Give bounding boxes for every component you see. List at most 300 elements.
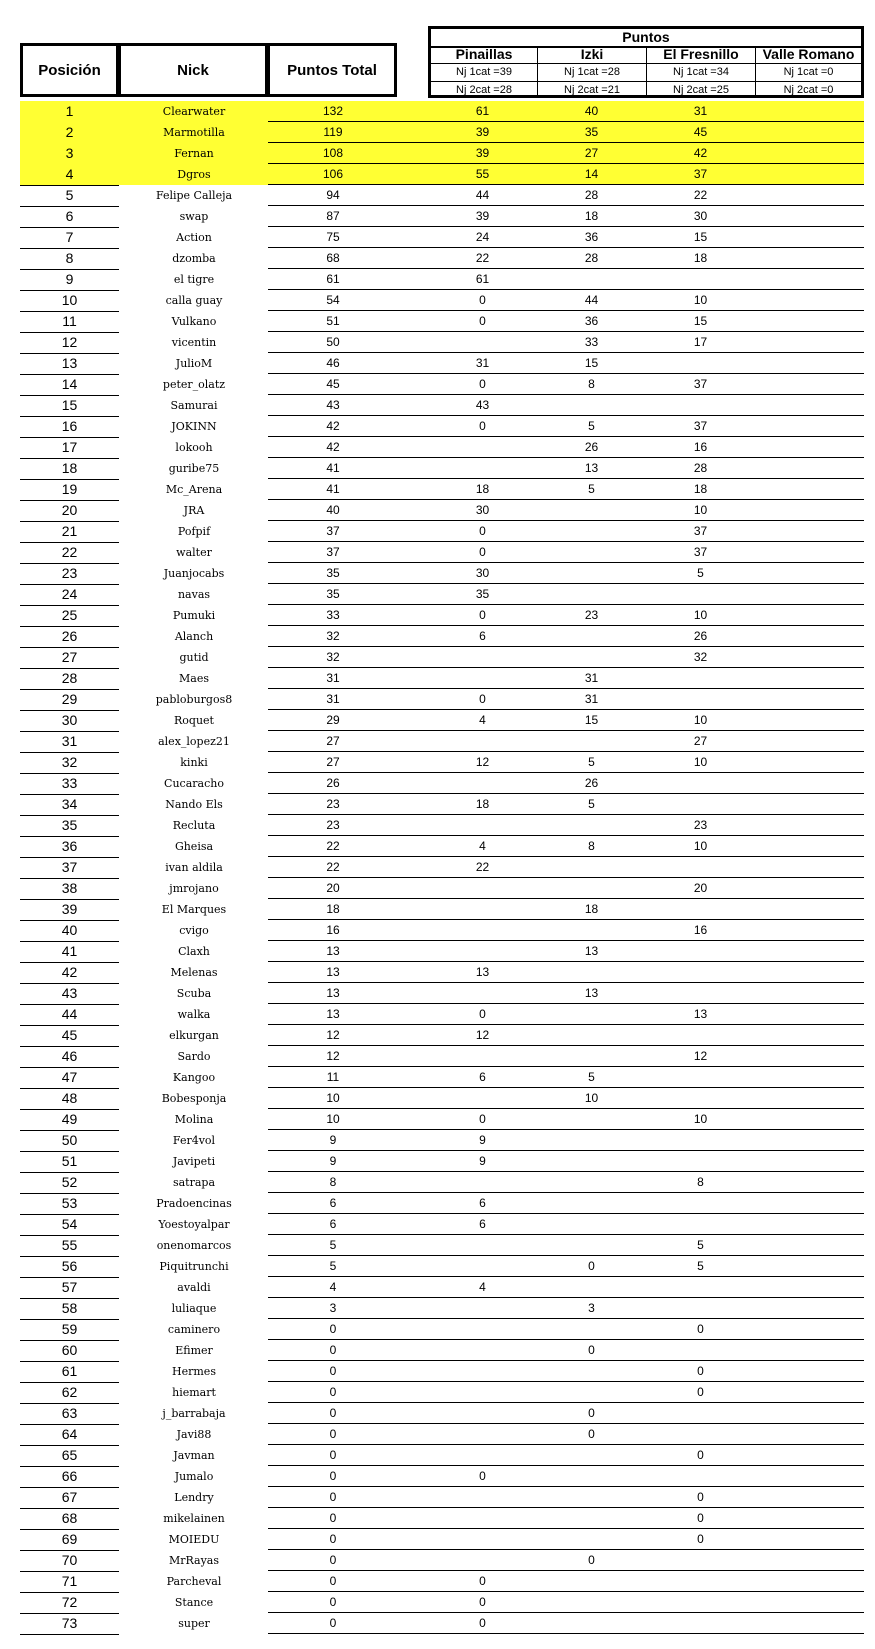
cell-valle-romano <box>755 1466 864 1487</box>
cell-izki: 0 <box>588 1343 595 1357</box>
cell-puntos-total: 0 <box>329 1322 337 1336</box>
table-row <box>20 1277 864 1298</box>
cell-izki <box>537 1109 646 1130</box>
cell-puntos-total: 16 <box>326 923 340 937</box>
cell-posicion: 56 <box>20 1256 119 1278</box>
cell-nick: Pofpif <box>177 525 211 538</box>
cell-izki: 36 <box>584 230 599 244</box>
cell-pinaillas <box>428 1088 537 1109</box>
cell-izki: 13 <box>584 986 599 1000</box>
cell-pinaillas: 0 <box>479 314 486 328</box>
cell-posicion: 57 <box>20 1277 119 1299</box>
cell-puntos-total: 13 <box>326 965 340 979</box>
cell-nick: Dgros <box>177 168 211 181</box>
cell-puntos-total: 51 <box>326 314 340 328</box>
cell-el-fresnillo: 37 <box>693 524 708 538</box>
cell-valle-romano <box>755 605 864 626</box>
cell-izki <box>537 731 646 752</box>
cell-pinaillas <box>428 899 537 920</box>
cell-nick: Lendry <box>174 1491 214 1504</box>
cell-valle-romano <box>755 563 864 584</box>
cell-izki: 15 <box>584 356 599 370</box>
cell-pinaillas <box>428 1172 537 1193</box>
cell-puntos-total: 6 <box>329 1196 337 1210</box>
cell-puntos-total: 4 <box>329 1280 337 1294</box>
table-row <box>20 626 864 647</box>
cell-puntos-total: 46 <box>326 356 340 370</box>
cell-valle-romano <box>755 185 864 206</box>
cell-izki <box>537 1025 646 1046</box>
cell-puntos-total: 0 <box>329 1511 337 1525</box>
cell-pinaillas <box>428 1235 537 1256</box>
cell-el-fresnillo <box>646 1214 755 1235</box>
venue-nj-1cat: Nj 1cat =0 <box>756 64 861 82</box>
cell-nick: satrapa <box>172 1176 216 1189</box>
cell-pinaillas: 18 <box>475 797 490 811</box>
table-row <box>20 920 864 941</box>
cell-valle-romano <box>755 920 864 941</box>
cell-izki <box>537 626 646 647</box>
cell-nick: ivan aldila <box>165 861 223 874</box>
cell-pinaillas <box>428 332 537 353</box>
cell-izki: 23 <box>584 608 599 622</box>
cell-nick: Stance <box>174 1596 214 1609</box>
cell-posicion: 70 <box>20 1550 119 1572</box>
table-row <box>20 458 864 479</box>
cell-valle-romano <box>755 227 864 248</box>
cell-posicion: 6 <box>20 206 119 228</box>
cell-nick: Javman <box>173 1449 215 1462</box>
cell-posicion: 46 <box>20 1046 119 1068</box>
cell-el-fresnillo <box>646 1151 755 1172</box>
table-row <box>20 1529 864 1550</box>
cell-valle-romano <box>755 122 864 143</box>
cell-posicion: 62 <box>20 1382 119 1404</box>
cell-puntos-total: 61 <box>326 272 340 286</box>
cell-el-fresnillo: 0 <box>697 1511 704 1525</box>
cell-valle-romano <box>755 521 864 542</box>
cell-puntos-total: 94 <box>326 188 340 202</box>
cell-puntos-total: 10 <box>326 1091 340 1105</box>
cell-puntos-total: 75 <box>326 230 340 244</box>
cell-posicion: 27 <box>20 647 119 669</box>
table-row <box>20 605 864 626</box>
table-row <box>20 1235 864 1256</box>
cell-posicion: 60 <box>20 1340 119 1362</box>
cell-el-fresnillo: 45 <box>693 125 708 139</box>
cell-valle-romano <box>755 983 864 1004</box>
table-row <box>20 668 864 689</box>
cell-el-fresnillo: 5 <box>697 1259 704 1273</box>
table-row <box>20 1487 864 1508</box>
cell-nick: Pradoencinas <box>156 1197 232 1210</box>
cell-izki: 5 <box>588 482 595 496</box>
cell-pinaillas: 39 <box>475 146 490 160</box>
cell-el-fresnillo: 27 <box>693 734 708 748</box>
cell-izki: 18 <box>584 209 599 223</box>
cell-el-fresnillo: 42 <box>693 146 708 160</box>
cell-puntos-total: 31 <box>326 671 340 685</box>
cell-puntos-total: 35 <box>326 566 340 580</box>
table-row <box>20 227 864 248</box>
cell-izki: 13 <box>584 461 599 475</box>
cell-puntos-total: 0 <box>329 1448 337 1462</box>
cell-nick: calla guay <box>165 294 223 307</box>
cell-valle-romano <box>755 332 864 353</box>
cell-puntos-total: 0 <box>329 1364 337 1378</box>
cell-valle-romano <box>755 899 864 920</box>
table-row <box>20 143 864 164</box>
cell-el-fresnillo <box>646 1088 755 1109</box>
cell-el-fresnillo <box>646 1571 755 1592</box>
cell-posicion: 58 <box>20 1298 119 1320</box>
cell-puntos-total: 18 <box>326 902 340 916</box>
cell-izki <box>537 1487 646 1508</box>
cell-pinaillas <box>428 647 537 668</box>
table-row <box>20 1256 864 1277</box>
cell-puntos-total: 6 <box>329 1217 337 1231</box>
header-puntos-total <box>267 43 397 97</box>
table-row <box>20 1298 864 1319</box>
cell-el-fresnillo <box>646 983 755 1004</box>
cell-izki <box>537 521 646 542</box>
cell-valle-romano <box>755 1046 864 1067</box>
cell-izki: 8 <box>588 839 595 853</box>
cell-nick: pabloburgos8 <box>155 693 233 706</box>
cell-valle-romano <box>755 416 864 437</box>
table-row <box>20 878 864 899</box>
cell-nick: Roquet <box>174 714 214 727</box>
cell-el-fresnillo <box>646 1613 755 1634</box>
cell-puntos-total: 23 <box>326 797 340 811</box>
cell-valle-romano <box>755 1130 864 1151</box>
cell-valle-romano <box>755 731 864 752</box>
table-row <box>20 1319 864 1340</box>
cell-nick: walter <box>176 546 212 559</box>
cell-valle-romano <box>755 584 864 605</box>
cell-izki: 14 <box>584 167 599 181</box>
cell-el-fresnillo: 10 <box>693 608 708 622</box>
cell-izki <box>537 584 646 605</box>
header-nick-label: Nick <box>177 61 209 79</box>
cell-posicion: 14 <box>20 374 119 396</box>
cell-puntos-total: 12 <box>326 1049 340 1063</box>
cell-puntos-total: 13 <box>326 944 340 958</box>
cell-valle-romano <box>755 878 864 899</box>
table-row <box>20 1613 864 1634</box>
cell-pinaillas <box>428 1340 537 1361</box>
cell-el-fresnillo <box>646 773 755 794</box>
cell-pinaillas: 35 <box>475 587 490 601</box>
table-row <box>20 185 864 206</box>
cell-el-fresnillo: 0 <box>697 1322 704 1336</box>
table-row <box>20 899 864 920</box>
cell-nick: El Marques <box>161 903 227 916</box>
cell-nick: swap <box>179 210 209 223</box>
table-row <box>20 248 864 269</box>
cell-el-fresnillo: 0 <box>697 1448 704 1462</box>
cell-nick: Pumuki <box>172 609 216 622</box>
cell-puntos-total: 0 <box>329 1490 337 1504</box>
cell-valle-romano <box>755 857 864 878</box>
cell-pinaillas: 12 <box>475 755 490 769</box>
cell-posicion: 5 <box>20 185 119 207</box>
cell-pinaillas: 30 <box>475 503 490 517</box>
cell-nick: Sardo <box>177 1050 211 1063</box>
table-row <box>20 521 864 542</box>
cell-valle-romano <box>755 647 864 668</box>
cell-pinaillas <box>428 1529 537 1550</box>
table-row <box>20 500 864 521</box>
cell-izki <box>537 563 646 584</box>
cell-posicion: 43 <box>20 983 119 1005</box>
cell-izki: 28 <box>584 188 599 202</box>
cell-nick: Samurai <box>170 399 218 412</box>
cell-izki <box>537 920 646 941</box>
table-row <box>20 1088 864 1109</box>
cell-puntos-total: 0 <box>329 1343 337 1357</box>
cell-izki: 18 <box>584 902 599 916</box>
cell-pinaillas: 39 <box>475 125 490 139</box>
cell-posicion: 17 <box>20 437 119 459</box>
cell-nick: Recluta <box>172 819 216 832</box>
cell-nick: Gheisa <box>174 840 214 853</box>
cell-valle-romano <box>755 1256 864 1277</box>
table-row <box>20 1592 864 1613</box>
cell-posicion: 42 <box>20 962 119 984</box>
cell-puntos-total: 29 <box>326 713 340 727</box>
cell-el-fresnillo: 26 <box>693 629 708 643</box>
table-row <box>20 647 864 668</box>
table-row <box>20 1046 864 1067</box>
cell-nick: navas <box>177 588 211 601</box>
cell-izki: 26 <box>584 776 599 790</box>
cell-posicion: 31 <box>20 731 119 753</box>
cell-valle-romano <box>755 836 864 857</box>
cell-pinaillas: 22 <box>475 860 490 874</box>
cell-izki: 5 <box>588 1070 595 1084</box>
cell-puntos-total: 0 <box>329 1427 337 1441</box>
cell-posicion: 21 <box>20 521 119 543</box>
cell-nick: elkurgan <box>169 1029 219 1042</box>
cell-posicion: 34 <box>20 794 119 816</box>
table-row <box>20 1508 864 1529</box>
cell-el-fresnillo <box>646 353 755 374</box>
cell-el-fresnillo <box>646 269 755 290</box>
table-row <box>20 962 864 983</box>
cell-pinaillas: 0 <box>479 1616 486 1630</box>
venue-header <box>431 46 538 98</box>
cell-valle-romano <box>755 794 864 815</box>
cell-valle-romano <box>755 1361 864 1382</box>
table-row <box>20 101 864 122</box>
table-row <box>20 836 864 857</box>
cell-posicion: 4 <box>20 164 119 186</box>
cell-posicion: 26 <box>20 626 119 648</box>
cell-pinaillas: 44 <box>475 188 490 202</box>
cell-nick: Kangoo <box>172 1071 216 1084</box>
cell-nick: Javipeti <box>172 1155 216 1168</box>
cell-izki: 5 <box>588 419 595 433</box>
cell-el-fresnillo <box>646 1277 755 1298</box>
cell-posicion: 33 <box>20 773 119 795</box>
cell-el-fresnillo <box>646 1193 755 1214</box>
cell-puntos-total: 108 <box>322 146 344 160</box>
table-row <box>20 710 864 731</box>
cell-posicion: 39 <box>20 899 119 921</box>
venue-nj-1cat: Nj 1cat =39 <box>431 64 537 82</box>
cell-posicion: 22 <box>20 542 119 564</box>
table-row <box>20 1193 864 1214</box>
cell-puntos-total: 5 <box>329 1259 337 1273</box>
cell-posicion: 65 <box>20 1445 119 1467</box>
cell-posicion: 28 <box>20 668 119 690</box>
cell-valle-romano <box>755 479 864 500</box>
cell-posicion: 69 <box>20 1529 119 1551</box>
cell-nick: Molina <box>174 1113 214 1126</box>
cell-pinaillas <box>428 1298 537 1319</box>
cell-izki <box>537 1130 646 1151</box>
cell-puntos-total: 33 <box>326 608 340 622</box>
table-row <box>20 1445 864 1466</box>
cell-puntos-total: 12 <box>326 1028 340 1042</box>
cell-el-fresnillo <box>646 689 755 710</box>
cell-izki <box>537 1151 646 1172</box>
cell-posicion: 73 <box>20 1613 119 1635</box>
cell-el-fresnillo <box>646 857 755 878</box>
table-row <box>20 395 864 416</box>
cell-izki <box>537 1592 646 1613</box>
cell-puntos-total: 42 <box>326 419 340 433</box>
cell-izki: 10 <box>584 1091 599 1105</box>
cell-izki: 35 <box>584 125 599 139</box>
cell-izki <box>537 1235 646 1256</box>
table-row <box>20 752 864 773</box>
cell-nick: JOKINN <box>171 420 217 433</box>
cell-pinaillas: 0 <box>479 545 486 559</box>
cell-posicion: 16 <box>20 416 119 438</box>
cell-pinaillas: 22 <box>475 251 490 265</box>
cell-izki: 31 <box>584 671 599 685</box>
table-row <box>20 1361 864 1382</box>
cell-nick: guribe75 <box>168 462 220 475</box>
table-row <box>20 1424 864 1445</box>
cell-izki: 26 <box>584 440 599 454</box>
cell-valle-romano <box>755 1487 864 1508</box>
cell-el-fresnillo: 0 <box>697 1385 704 1399</box>
cell-el-fresnillo: 10 <box>693 713 708 727</box>
cell-valle-romano <box>755 773 864 794</box>
table-row <box>20 941 864 962</box>
cell-izki: 33 <box>584 335 599 349</box>
cell-izki <box>537 1193 646 1214</box>
cell-el-fresnillo <box>646 1298 755 1319</box>
cell-posicion: 18 <box>20 458 119 480</box>
cell-pinaillas <box>428 1361 537 1382</box>
cell-nick: JRA <box>183 504 205 517</box>
cell-posicion: 36 <box>20 836 119 858</box>
cell-izki <box>537 1613 646 1634</box>
cell-pinaillas: 0 <box>479 419 486 433</box>
cell-el-fresnillo: 18 <box>693 482 708 496</box>
cell-valle-romano <box>755 164 864 185</box>
cell-posicion: 37 <box>20 857 119 879</box>
cell-posicion: 64 <box>20 1424 119 1446</box>
cell-nick: Nando Els <box>165 798 223 811</box>
cell-izki: 44 <box>584 293 599 307</box>
table-row <box>20 311 864 332</box>
cell-puntos-total: 13 <box>326 986 340 1000</box>
cell-izki: 15 <box>584 713 599 727</box>
cell-pinaillas: 6 <box>479 629 486 643</box>
cell-izki <box>537 962 646 983</box>
table-row <box>20 1340 864 1361</box>
cell-posicion: 25 <box>20 605 119 627</box>
cell-valle-romano <box>755 1382 864 1403</box>
venue-nj-2cat: Nj 2cat =25 <box>673 84 729 96</box>
cell-posicion: 32 <box>20 752 119 774</box>
cell-el-fresnillo: 37 <box>693 419 708 433</box>
cell-el-fresnillo: 37 <box>693 377 708 391</box>
cell-valle-romano <box>755 1319 864 1340</box>
cell-posicion: 30 <box>20 710 119 732</box>
table-row <box>20 353 864 374</box>
table-row <box>20 857 864 878</box>
cell-posicion: 67 <box>20 1487 119 1509</box>
cell-posicion: 72 <box>20 1592 119 1614</box>
cell-pinaillas: 6 <box>479 1217 486 1231</box>
cell-nick: dzomba <box>172 252 216 265</box>
cell-posicion: 49 <box>20 1109 119 1131</box>
cell-puntos-total: 119 <box>323 125 343 139</box>
venue-name: Valle Romano <box>756 46 861 64</box>
cell-el-fresnillo: 5 <box>697 1238 704 1252</box>
cell-nick: Marmotilla <box>163 126 225 139</box>
cell-el-fresnillo: 37 <box>693 545 708 559</box>
table-row <box>20 1109 864 1130</box>
table-row <box>20 983 864 1004</box>
cell-izki: 28 <box>584 251 599 265</box>
cell-el-fresnillo: 31 <box>693 104 708 118</box>
cell-izki <box>537 815 646 836</box>
cell-izki <box>537 500 646 521</box>
cell-pinaillas: 4 <box>479 713 486 727</box>
cell-puntos-total: 3 <box>329 1301 337 1315</box>
cell-nick: Yoestoyalpar <box>158 1218 230 1231</box>
cell-nick: Cucaracho <box>164 777 224 790</box>
cell-nick: avaldi <box>177 1281 211 1294</box>
cell-puntos-total: 106 <box>322 167 344 181</box>
cell-valle-romano <box>755 248 864 269</box>
cell-el-fresnillo: 0 <box>697 1364 704 1378</box>
cell-posicion: 24 <box>20 584 119 606</box>
cell-izki: 0 <box>588 1427 595 1441</box>
table-row <box>20 416 864 437</box>
cell-izki <box>537 1277 646 1298</box>
table-row <box>20 332 864 353</box>
cell-izki: 8 <box>588 377 595 391</box>
cell-izki <box>537 1361 646 1382</box>
venue-name: El Fresnillo <box>647 46 755 64</box>
table-row <box>20 1025 864 1046</box>
cell-el-fresnillo <box>646 1550 755 1571</box>
cell-nick: vicentin <box>171 336 217 349</box>
cell-puntos-total: 43 <box>326 398 340 412</box>
table-row <box>20 1151 864 1172</box>
cell-valle-romano <box>755 1277 864 1298</box>
cell-posicion: 59 <box>20 1319 119 1341</box>
cell-posicion: 19 <box>20 479 119 501</box>
